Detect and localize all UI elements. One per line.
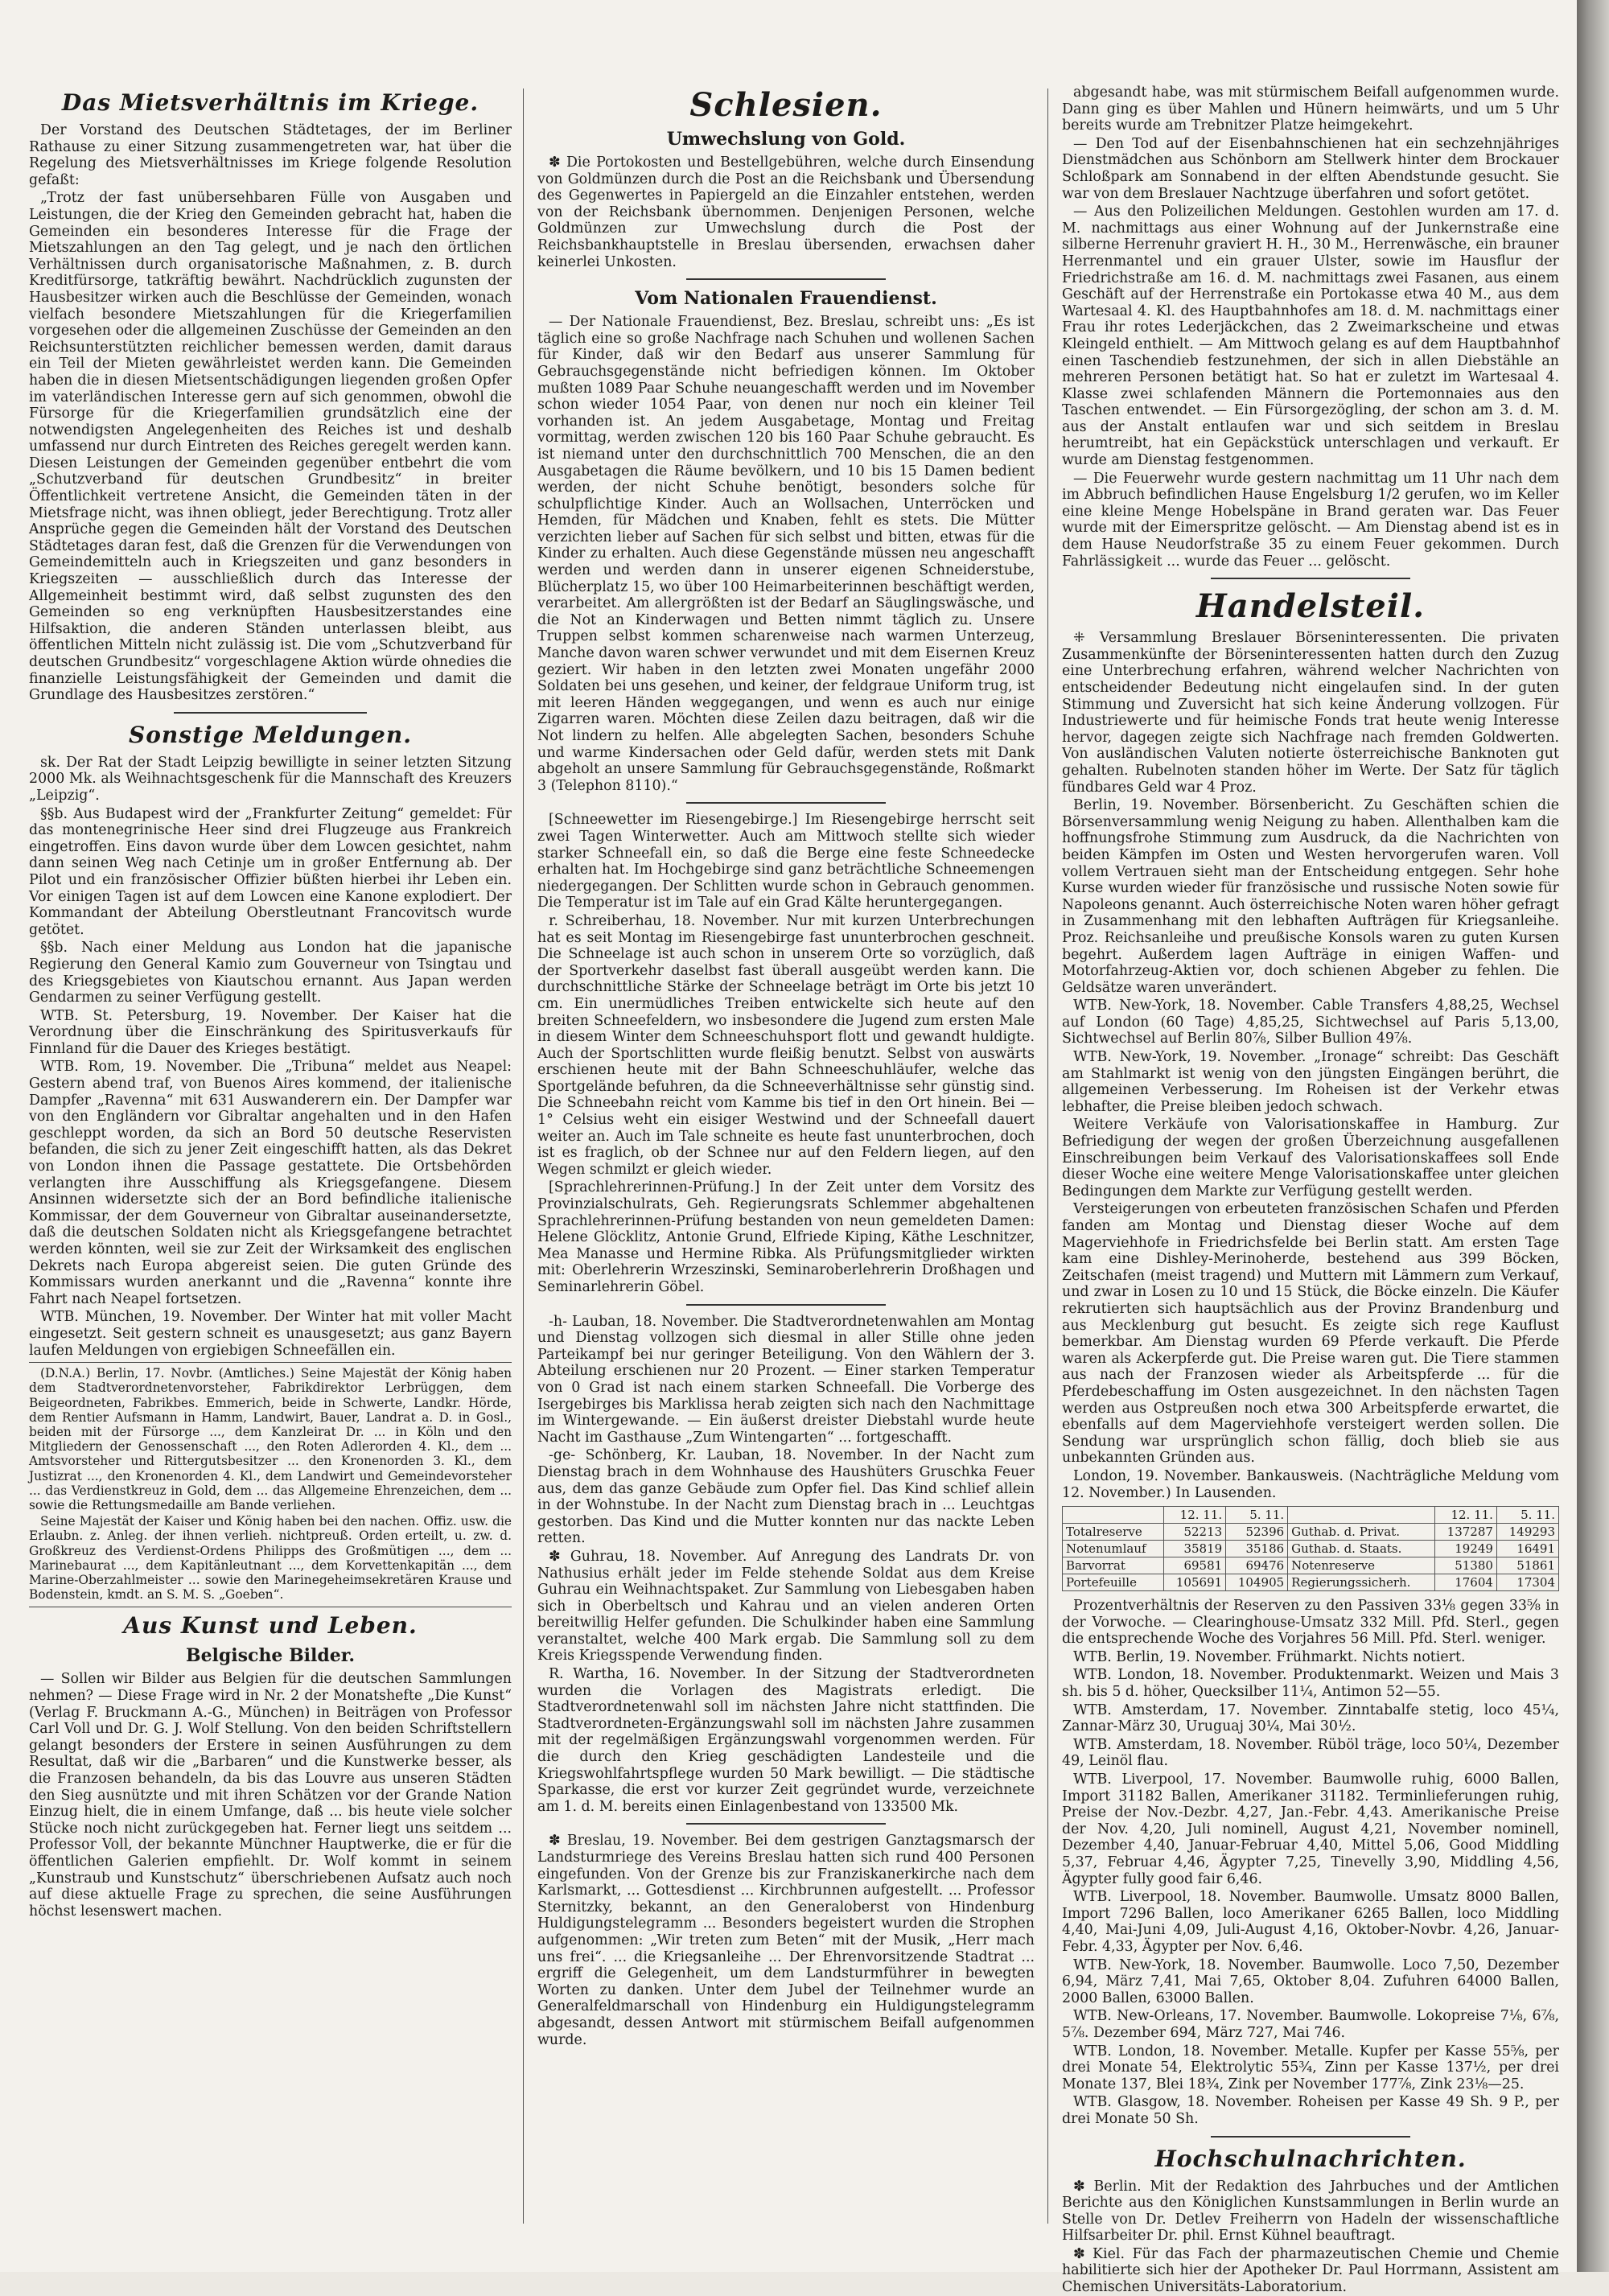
paragraph: WTB. New-York, 18. November. Cable Transfers 4,88,25, Wechsel auf London (60 Tage) 4,85,25, Sichtwechsel auf Paris 5,13,00, Sichtwechsel auf Berlin 80⅞, Silber Bullion 49⅞. [1062, 998, 1559, 1047]
paragraph: — Der Nationale Frauendienst, Bez. Breslau, schreibt uns: „Es ist täglich eine so große Nachfrage nach Schuhen und wollenen Sachen für Kinder, daß wir den Bedarf aus unserer Sammlung für Gebrauchsgegenstände nicht befriedigen können. Im Oktober mußten 1089 Paar Schuhe neuangeschafft werden und im November schon wieder 1054 Paar, von denen nur noch ein kleiner Teil vorhanden ist. An jedem Ausgabetage, Montag und Freitag vormittag, werden zwischen 120 bis 160 Paar Schuhe gebraucht. Es ist niemand unter den durchschnittlich 700 Menschen, die an den Ausgabetagen die Räume bevölkern, und 10 bis 15 Damen bedient werden, der nicht Schuhe benötigt, besonders solche für schulpflichtige Kinder. Auch an Wollsachen, Unterröcken und Hemden, für Mädchen und Knaben, fehlt es stets. Die Mütter verzichten lieber auf Sachen für sich selbst und bitten, etwas für die Kinder zu erhalten. Auch diese Gegenstände müssen neu angeschafft werden und werden dann in unserer eigenen Schneiderstube, Blücherplatz 15, wo über 100 Heimarbeiterinnen beschäftigt werden, verarbeitet. Am allergrößten ist der Bedarf an Säuglingswäsche, und die Not an Kinderwagen und Betten nimmt täglich zu. Unsere Truppen selbst kommen scharenweise nach warmen Unterzeug, Manche davon waren schwer verwundet und mit dem Eisernen Kreuz geziert. Wir haben in den letzten zwei Monaten ungefähr 2000 Soldaten bei uns gesehen, und keiner, der feldgraue Uniform trug, ist mit leeren Händen weggegangen, und wenn es auch nur einige Zigarren waren. Möchten diese Zeilen dazu beitragen, daß wir die Not lindern zu helfen. Alle abgelegten Sachen, besonders Schuhe und warme Kindersachen oder Geld dafür, werden stets mit Dank abgeholt an unsere Sammlung für Gebrauchsgegenstände, Roßmarkt 3 (Telephon 8110).“ [537, 314, 1035, 794]
paragraph: WTB. Berlin, 19. November. Frühmarkt. Nichts notiert. [1073, 1648, 1466, 1665]
paragraph: — Den Tod auf der Eisenbahnschienen hat ein sechzehnjähriges Dienstmädchen aus Schönborn am Stellwerk hinter dem Brockauer Schloßpark am Sonnabend in der elften Abendstunde gesucht. Sie war von dem Breslauer Nachtzuge überfahren und sofort getötet. [1062, 135, 1559, 202]
table-cell: 16491 [1496, 1541, 1558, 1557]
column-right [1062, 84, 1559, 2296]
paragraph: Seine Majestät der Kaiser und König haben bei den nachen. Offiz. usw. die Erlaubn. z. Anleg. der ihnen verlieh. nichtpreuß. Orden erteilt, u. zw. d. Großkreuz des Verdienst-Ordens Philipps des Großmütigen ..., dem ... Marinebaurat ..., dem Kapitänleutnant ..., dem Korvettenkapitän ..., dem Marine-Oberzahlmeister ... sowie den Marinegeheimsekretären Krause und Bodenstein, kmdt. an S. M. S. „Goeben“. [29, 1514, 512, 1603]
paragraph: WTB. Amsterdam, 17. November. Zinntabalfe stetig, loco 45¼, Zannar-März 30, Uruguaj 30¼, Mai 30½. [1062, 1701, 1559, 1735]
article-sonstige-meldungen [29, 755, 512, 1359]
paragraph: WTB. St. Petersburg, 19. November. Der Kaiser hat die Verordnung über die Einschränkung des Spiritusverkaufs für Finnland für die Dauer des Krieges bestätigt. [29, 1007, 512, 1057]
paragraph: WTB. New-York, 19. November. „Ironage“ schreibt: Das Geschäft am Stahlmarkt ist wenig von den jüngsten Eingängen berührt, die allgemeinen Verbesserung. Im Roheisen ist der Verkehr etwas lebhafter, die Preise bleiben jedoch schwach. [1062, 1049, 1559, 1115]
paragraph: -ge- Schönberg, Kr. Lauban, 18. November. In der Nacht zum Dienstag brach in dem Wohnhause des Haushüters Gruschka Feuer aus, dem das ganze Gebäude zum Opfer fiel. Das Kind schlief allein in der Wohnstube. In der Nacht zum Dienstag brach in ... Leuchtgas gestorben. Das Kind und die Mutter konnten nur das nackte Leben retten. [537, 1447, 1035, 1547]
heading-sonstige-meldungen: Sonstige Meldungen. [129, 721, 412, 748]
article-maerkte [1062, 1649, 1559, 2128]
table-cell: 12. 11. [1434, 1507, 1496, 1524]
paragraph: WTB. Liverpool, 18. November. Baumwolle. Umsatz 8000 Ballen, Import 7296 Ballen, loco Amerikaner 6265 Ballen, loco Middling 4,40, Mai-Juni 4,09, Juli-August 4,16, Oktober-Novbr. 4,26, Januar-Febr. 4,33, Ägypter per Nov. 6,46. [1062, 1889, 1559, 1955]
table-cell: 51380 [1434, 1557, 1496, 1574]
table-cell: Notenumlauf [1063, 1541, 1164, 1557]
subheading-frauendienst: Vom Nationalen Frauendienst. [635, 288, 937, 310]
paragraph: WTB. London, 18. November. Metalle. Kupfer per Kasse 55⅝, per drei Monate 54, Elektrolytic 55¾, Zinn per Kasse 137½, per drei Monate 137, Blei 18¾, Zink per November 177⅞, Zink 23⅛—25. [1062, 2043, 1559, 2092]
table-cell: 19249 [1434, 1541, 1496, 1557]
divider [686, 278, 885, 280]
table-cell: Portefeuille [1063, 1574, 1164, 1591]
table-cell: 105691 [1164, 1574, 1226, 1591]
paragraph: WTB. New-Orleans, 17. November. Baumwolle. Lokopreise 7⅛, 6⅞, 5⅞. Dezember 694, März 727, Mai 746. [1062, 2008, 1559, 2041]
article-kunst [29, 1671, 512, 1920]
paragraph: ✽ Die Portokosten und Bestellgebühren, welche durch Einsendung von Goldmünzen durch die Post an die Reichsbank und Übersendung des Gegenwertes in Papiergeld an die Einzahler entstehen, werden von der Reichsbank übernommen. Denjenigen Personen, welche Goldmünzen zur Umwechslung durch die Post der Reichsbankhauptstelle in Breslau übersenden, erwachsen daher keinerlei Unkosten. [537, 154, 1035, 270]
table-cell: 35819 [1164, 1541, 1226, 1557]
table-cell [1288, 1507, 1435, 1524]
paragraph: R. Wartha, 16. November. In der Sitzung der Stadtverordneten wurden die Vorlagen des Magistrats erledigt. Die Stadtverordnetenwahl soll im nächsten Jahre nicht stattfinden. Die Stadtverordneten-Ergänzungswahl soll im nächsten Jahre zusammen mit der regelmäßigen Ergänzungswahl vorgenommen werden. Für die durch den Krieg geschädigten Landesteile und die Kriegswohlfahrtspflege wurden 50 Mark bewilligt. — Die städtische Sparkasse, die erst vor kurzer Zeit gegründet wurde, verzeichnete am 1. d. M. bereits einen Einlagenbestand von 133500 Mk. [537, 1666, 1035, 1815]
column-rule [523, 88, 524, 2224]
paragraph: [Sprachlehrerinnen-Prüfung.] In der Zeit unter dem Vorsitz des Provinzialschulrats, Geh. Regierungsrats Schlemmer abgehaltenen Sprachlehrerinnen-Prüfung bestanden von neun gemeldeten Damen: Helene Glöcklitz, Antonie Grund, Elfriede Kiping, Käthe Leschnitzer, Mea Manasse und Hermine Ribka. Als Prüfungsmitglieder wirkten mit: Oberlehrerin Wrzeszinski, Seminaroberlehrerin Droßhagen und Seminarlehrerin Göbel. [537, 1179, 1035, 1295]
paragraph: Der Vorstand des Deutschen Städtetages, der im Berliner Rathause zu einer Sitzung zusammengetreten war, hat über die Regelung des Mietsverhältnisses im Kriege folgende Resolution gefaßt: [29, 122, 512, 188]
paragraph: ✽ Berlin. Mit der Redaktion des Jahrbuches und der Amtlichen Berichte aus den Königlichen Kunstsammlungen in Berlin wurde an Stelle von Dr. Detlev Freiherrn von Hadeln der wissenschaftliche Hilfsarbeiter Dr. phil. Ernst Kühnel beauftragt. [1062, 2178, 1559, 2245]
paragraph: WTB. Amsterdam, 18. November. Rüböl träge, loco 50¼, Dezember 49, Leinöl flau. [1062, 1736, 1559, 1770]
paragraph: WTB. Glasgow, 18. November. Roheisen per Kasse 49 Sh. 9 P., per drei Monate 50 Sh. [1062, 2094, 1559, 2127]
paragraph: abgesandt habe, was mit stürmischem Beifall aufgenommen wurde. Dann ging es über Mahlen und Hünern heimwärts, und um 5 Uhr bereits wurde am Trebnitzer Platze heimgekehrt. [1062, 84, 1559, 134]
bank-intro: London, 19. November. Bankausweis. (Nachträgliche Meldung vom 12. November.) In Lausenden. [1062, 1467, 1559, 1501]
paragraph: — Die Feuerwehr wurde gestern nachmittag um 11 Uhr nach dem im Abbruch befindlichen Hause Engelsburg 1/2 gerufen, wo im Keller eine kleine Menge Hobelspäne in Brand geraten war. Das Feuer wurde mit der Eimerspritze gelöscht. — Am Dienstag abend ist es in dem Hause Neudorfstraße 35 zu einem Feuer gekommen. Durch Fahrlässigkeit ... wurde das Feuer ... gelöscht. [1062, 470, 1559, 570]
table-row [1063, 1557, 1559, 1574]
paragraph: WTB. London, 18. November. Produktenmarkt. Weizen und Mais 3 sh. bis 5 d. höher, Quecksilber 11¼, Antimon 52—55. [1062, 1667, 1559, 1701]
paragraph: — Sollen wir Bilder aus Belgien für die deutschen Sammlungen nehmen? — Diese Frage wird in Nr. 2 der Monatshefte „Die Kunst“ (Verlag F. Bruckmann A.-G., München) in Beiträgen von Professor Carl Voll und Dr. G. J. Wolf Stellung. Von den beiden Schriftstellern gelangt besonders der Erstere in seinen Ausführungen zu dem Resultat, daß wir die „Barbaren“ und die Kunstwerke besser, als die Franzosen behandeln, da bis das Louvre aus unseren Städten den Sieg ausnützte und mit ihren Schätzen vor der Grande Nation Einzug hielt, die in einem Umfange, daß ... bis heute viele solcher Stücke noch nicht zurückgegeben hat. Ferner liegt uns seitdem ... Professor Voll, der bekannte Münchner Hauptwerke, die er für die öffentlichen Galerien empfiehlt. Dr. Wolf kommt in seinem „Kunstraub und Kunstschutz“ überschriebenen Aufsatz auch noch auf diese aktuelle Frage zu sprechen, die seine Ausführungen höchst lesenswert machen. [29, 1671, 512, 1920]
table-cell: 137287 [1434, 1524, 1496, 1541]
table-cell: 17304 [1496, 1574, 1558, 1591]
paragraph: [Schneewetter im Riesengebirge.] Im Riesengebirge herrscht seit zwei Tagen Winterwetter. Auch am Mittwoch stellte sich wieder starker Schneefall ein, so daß die Berge eine feste Schneedecke erhalten hat. Im Hochgebirge sind ganz beträchtliche Schneemengen niedergegangen. Der Schlitten wurde schon in Gebrauch genommen. Die Temperatur ist im Tale auf ein Grad Kälte heruntergegangen. [537, 812, 1035, 911]
table-cell: Regierungssicherh. [1288, 1574, 1435, 1591]
column-middle [537, 84, 1035, 2240]
paragraph: Prozentverhältnis der Reserven zu den Passiven 33⅛ gegen 33⅝ in der Vorwoche. — Clearinghouse-Umsatz 332 Mill. Pfd. Sterl., gegen die entsprechende Woche des Vorjahres 56 Mill. Pfd. Sterl. weniger. [1062, 1598, 1559, 1648]
table-cell: 69581 [1164, 1557, 1226, 1574]
heading-handelsteil: Handelsteil. [1195, 587, 1426, 626]
divider [174, 712, 367, 714]
table-cell: 17604 [1434, 1574, 1496, 1591]
paragraph: Berlin, 19. November. Börsenbericht. Zu Geschäften schien die Börsenversammlung wenig Neigung zu haben. Allenthalben kam die hoffnungsfrohe Stimmung zum Ausdruck, da die Nachrichten von beiden Kämpfen im Osten und Westen hervorgerufen waren. Voll vollem Vertrauen sieht man der Entscheidung entgegen. Sehr hohe Kurse wurden wieder für französische und russische Noten sowie für Napoleons genannt. Auch österreichische Noten waren höher gefragt in Zusammenhang mit den lebhaften Aufträgen für Kriegsanleihe. Proz. Reichsanleihe und preußische Konsols waren zu guten Kursen begehrt. Außerdem lagen Aufträge in einigen Waffen- und Motorfahrzeug-Aktien vor, doch schienen Abgeber zu fehlen. Die Geldsätze waren unverändert. [1062, 797, 1559, 996]
table-cell: Notenreserve [1288, 1557, 1435, 1574]
table-cell: 35186 [1226, 1541, 1288, 1557]
table-cell: 149293 [1496, 1524, 1558, 1541]
paragraph: sk. Der Rat der Stadt Leipzig bewilligte in seiner letzten Sitzung 2000 Mk. als Weihnachtsgeschenk für die Mannschaft des Kreuzers „Leipzig“. [29, 754, 512, 804]
page-edge-shadow [1577, 0, 1609, 2272]
article-riesengebirge [537, 812, 1035, 1295]
heading-kunst-und-leben: Aus Kunst und Leben. [123, 1612, 418, 1640]
heading-mietsverhaeltnis: Das Mietsverhältnis im Kriege. [61, 89, 479, 116]
subheading-belgische-bilder: Belgische Bilder. [185, 1645, 356, 1667]
article-handel [1062, 630, 1559, 1467]
table-cell: Barvorrat [1063, 1557, 1164, 1574]
article-lokales [1062, 84, 1559, 570]
paragraph: r. Schreiberhau, 18. November. Nur mit kurzen Unterbrechungen hat es seit Montag im Riesengebirge fast ununterbrochen geschneit. Die Schneelage ist auch schon in unserem Orte so vorzüglich, daß der Sportverkehr daselbst fast überall ausgeübt werden kann. Die durchschnittliche Stärke der Schneelage beträgt im Orte bis jetzt 10 cm. Ein unermüdliches Treiben entwickelte sich heute auf den breiten Schneefeldern, wo insbesondere die Jugend zum ersten Male in diesem Winter dem Schneeschuhsport flott und gewandt huldigte. Auch der Sportschlitten wurde fleißig benutzt. Selbst von auswärts erschienen heute mit der Bahn Schneeschuhläufer, welche das Sportgelände befuhren, da die Schneeverhältnisse sehr günstig sind. Die Schneebahn reicht vom Kamme bis tief in den Ort hinein. Bei — 1° Celsius weht ein eisiger Westwind und der Schneefall dauert weiter an. Auch im Tale schneite es heute fast ununterbrochen, doch ist es fraglich, ob der Schnee nur auf den Feldern liegen, auf den Wegen schmilzt er gleich wieder. [537, 912, 1035, 1178]
table-cell: 5. 11. [1496, 1507, 1558, 1524]
divider [1211, 2136, 1409, 2138]
paragraph: §§b. Aus Budapest wird der „Frankfurter Zeitung“ gemeldet: Für das montenegrinische Heer sind drei Flugzeuge aus Frankreich eingetroffen. Eins davon wurde über dem Lowcen gesichtet, nahm dann seinen Weg nach Cetinje um in großer Entfernung ab. Der Pilot und ein französischer Offizier büßten hierbei ihr Leben ein. Vor einigen Tagen ist auf dem Lowcen eine Kanone explodiert. Der Kommandant der Abteilung Oberstleutnant Francovitsch wurde getötet. [29, 805, 512, 938]
paragraph: ✽ Breslau, 19. November. Bei dem gestrigen Ganztagsmarsch der Landsturmriege des Vereins Breslau hatten sich rund 400 Personen eingefunden. Von der Grenze bis zur Franziskanerkirche nach dem Karlsmarkt, ... Gottesdienst ... Kirchbrunnen aufgestellt. ... Professor Sternitzky, bekannt, an den Generaloberst von Hindenburg Huldigungstelegramm ... Besonders begeistert wurden die Strophen aufgenommen: „Wir treten zum Beten“ mit der Musik, „Herr mach uns frei“. ... die Kriegsanleihe ... Der Ehrenvorsitzende Stadtrat ... ergriff die Gelegenheit, um dem Landsturmführer in bewegten Worten zu danken. Unter dem Jubel der Teilnehmer wurde an Generalfeldmarschall von Hindenburg ein Huldigungstelegramm abgesandt, dessen Antwort mit stürmischem Beifall aufgenommen wurde. [537, 1833, 1035, 2048]
table-cell: Guthab. d. Privat. [1288, 1524, 1435, 1541]
paragraph: §§b. Nach einer Meldung aus London hat die japanische Regierung den General Kamio zum Gouverneur von Tsingtau und des Kriegsgebietes von Kiautschou ernannt. Aus Japan werden Gendarmen zu seiner Verfügung gestellt. [29, 940, 512, 1006]
paragraph: — Aus den Polizeilichen Meldungen. Gestohlen wurden am 17. d. M. nachmittags aus einer Wohnung auf der Junkernstraße eine silberne Herrenuhr graviert H. H., 30 M., Herrenwäsche, ein brauner Herrenmantel und ein grauer Ulster, sowie im Hausflur der Friedrichstraße am 16. d. M. nachmittags zwei Fasanen, aus einem Geschäft auf der Herrenstraße ein Portokasse etwa 40 M., aus dem Wartesaal 4. Kl. des Hauptbahnhofes am 18. d. M. nachmittags einer Frau ihr rotes Lederjäckchen, das 2 Zweimarkscheine und etwas Kleingeld enthielt. — Am Mittwoch gelang es auf dem Hauptbahnhof einen Taschendieb festzunehmen, der sich in allen Diebstähle an mehreren Personen betätigt hat. So hat er zuletzt im Wartesaal 4. Klasse zwei schlafenden Männern die Portemonnaies aus den Taschen entwendet. — Ein Fürsorgezögling, der schon am 3. d. M. aus der Anstalt entlaufen war und sich seitdem in Breslau herumtreibt, hat ein Gepäckstück unterschlagen und verkauft. Er wurde am Dienstag festgenommen. [1062, 204, 1559, 469]
paragraph: (D.N.A.) Berlin, 17. Novbr. (Amtliches.) Seine Majestät der König haben dem Stadtverordnetenvorsteher, Fabrikdirektor Lerbrüggen, dem Beigeordneten, Fabrikbes. Emmerich, beide in Schwerte, Landkr. Hörde, dem Rentier Aufsmann in Hamm, Landwirt, Bauer, Landrat a. D. in Gosl., beiden mit der Fürsorge ..., dem Kanzleirat Dr. ... in Köln und den Mitgliedern der Genossenschaft ..., den Roten Adlerorden 4. Kl., dem ... Amtsvorsteher und Rittergutsbesitzer ... den Kronenorden 3. Kl., dem Justizrat ..., den Kronenorden 4. Kl., dem Landwirt und Gemeindevorsteher ... das Verdienstkreuz in Gold, dem ... das Allgemeine Ehrenzeichen, dem ... sowie die Rettungsmedaille am Bande verliehen. [29, 1366, 512, 1512]
table-cell: 5. 11. [1226, 1507, 1288, 1524]
divider [1211, 578, 1409, 579]
article-mietsverhaeltnis [29, 122, 512, 704]
paragraph: WTB. Rom, 19. November. Die „Tribuna“ meldet aus Neapel: Gestern abend traf, von Buenos Aires kommend, der italienische Dampfer „Ravenna“ mit 631 Auswanderern ein. Der Dampfer war von den Engländern vor Gibraltar angehalten und in den Hafen geschleppt worden, da sich an Bord 50 deutsche Reservisten befanden, die sich zu jener Zeit eingeschifft hatten, als das Dekret von London ihnen die Passage gestattete. Die Ortsbehörden verlangten ihre Ausschiffung als Kriegsgefangene. Diesem Ansinnen widersetzte sich der an Bord befindliche italienische Kommissar, der dem Gouverneur von Gibraltar auseinandersetzte, daß die deutschen Soldaten nicht als Kriegsgefangene betrachtet werden könnten, weil sie zur Zeit der Wirksamkeit des englischen Dekrets nach Europa abgereist seien. Die guten Gründe des Kommissars wurden anerkannt und die „Ravenna“ konnte ihre Fahrt nach Neapel fortsetzen. [29, 1059, 512, 1307]
paragraph: ✽ Kiel. Für das Fach der pharmazeutischen Chemie und Chemie habilitierte sich hier der Apotheker Dr. Paul Horrmann, Assistent am Chemischen Universitäts-Laboratorium. [1062, 2245, 1559, 2296]
table-cell: 51861 [1496, 1557, 1558, 1574]
paragraph: Versteigerungen von erbeuteten französischen Schafen und Pferden fanden am Montag und Dienstag dieser Woche auf dem Magerviehhofe in Friedrichsfelde bei Berlin statt. Am ersten Tage kam eine Dishley-Merinoherde, bestehend aus 399 Böcken, Zeitschafen (meist tragend) und Muttern mit Lämmern zum Verkauf, und zwar in Losen zu 10 und 15 Stück, die Böcke einzeln. Die Käufer rekrutierten sich hauptsächlich aus der Provinz Brandenburg und aus Mecklenburg gut besucht. Es zeigte sich rege Kauflust bemerkbar. Am Dienstag wurden 69 Pferde verkauft. Die Pferde waren als Ackerpferde gut. Die Preise waren gut. Die Tiere stammen aus nach der Franzosen wieder als Arbeitspferde ... für die Pferdebeschaffung im Osten ausgezeichnet. In den nächsten Tagen werden aus Ostpreußen noch etwa 300 Arbeitspferde erwartet, die ebenfalls auf dem Magerviehhofe versteigert werden sollen. Die Sendung war ursprünglich schon fällig, doch blieb sie aus unbekannten Gründen aus. [1062, 1201, 1559, 1467]
paragraph: Weitere Verkäufe von Valorisationskaffee in Hamburg. Zur Befriedigung der wegen der großen Überzeichnung ausgefallenen Einschreibungen beim Verkauf des Valorisationskaffees soll Ende dieser Woche eine weitere Menge Valorisationskaffee unter gleichen Bedingungen dem Markte zur Verfügung gestellt werden. [1062, 1117, 1559, 1199]
table-row [1063, 1524, 1559, 1541]
table-cell: 104905 [1226, 1574, 1288, 1591]
paragraph: WTB. Liverpool, 17. November. Baumwolle ruhig, 6000 Ballen, Import 31182 Ballen, Amerikaner 31182. Terminlieferungen ruhig, Preise der Nov.-Dezbr. 4,27, Jan.-Febr. 4,43. Amerikanische Preise der Nov. 4,20, Juli nominell, August 4,21, November nominell, Dezember 4,40, Januar-Februar 4,40, Mittel 5,06, Good Middling 5,37, Februar 4,46, Ägypter 7,25, Tinevelly 3,90, Middling 4,56, Ägypter fully good fair 6,46. [1062, 1771, 1559, 1887]
table-row [1063, 1574, 1559, 1591]
paragraph: WTB. München, 19. November. Der Winter hat mit voller Macht eingesetzt. Seit gestern schneit es unausgesetzt; aus ganz Bayern laufen Meldungen von ergiebigen Schneefällen ein. [29, 1309, 512, 1359]
divider [686, 1304, 885, 1306]
table-cell: 52213 [1164, 1524, 1226, 1541]
table-cell: Totalreserve [1063, 1524, 1164, 1541]
article-ordensverleihungen [29, 1362, 512, 1607]
column-rule [1047, 88, 1048, 2224]
paragraph: ✽ Guhrau, 18. November. Auf Anregung des Landrats Dr. von Nathusius erhält jeder im Felde stehende Soldat aus dem Kreise Guhrau ein Weihnachtspaket. Zur Sammlung von Liebesgaben haben sich in Oberbeltsch und Kahrau und an vielen anderen Orten bereitwillig Helfer gefunden. Die Schulkinder haben eine Sammlung veranstaltet, welche 400 Mark ergab. Die Sammlung soll zu dem Kreis Kriegsspende Verwendung finden. [537, 1548, 1035, 1664]
column-left [29, 84, 512, 2240]
table-header-row [1063, 1507, 1559, 1524]
heading-hochschulnachrichten: Hochschulnachrichten. [1154, 2145, 1467, 2172]
paragraph: -h- Lauban, 18. November. Die Stadtverordnetenwahlen am Montag und Dienstag vollzogen sich diesmal in aller Stille ohne jeden Parteikampf bei nur geringer Beteiligung. Von den Wählern der 3. Abteilung erschienen nur 20 Prozent. — Einer starken Temperatur von 0 Grad ist nach einem starken Schneefall. Die Vorberge des Isergebirges bis Marklissa herab zeigten sich nach den Nachmittage im Wintergewande. — Ein äußerst dreister Diebstahl wurde heute Nacht im Gasthause „Zum Wintengarten“ ... fortgeschafft. [537, 1313, 1035, 1446]
paragraph: „Trotz der fast unübersehbaren Fülle von Ausgaben und Leistungen, die der Krieg den Gemeinden gebracht hat, haben die Gemeinden ein besonderes Interesse für die Frage der Mietszahlungen an den Tag gelegt, und je nach den örtlichen Verhältnissen durch organisatorische Maßnahmen, z. B. durch Kreditfürsorge, tatkräftig bewährt. Nachdrücklich zugunsten der Hausbesitzer wirken auch die Beschlüsse der Gemeinden, wonach vielfach besondere Mietszahlungen für die Kriegerfamilien vorgesehen oder die allgemeinen Zuschüsse der Gemeinden an den Reichsunterstützten reichlicher bemessen werden, damit daraus ein Teil der Mieten gewährleistet werden kann. Die Gemeinden haben die in diesen Mietsentschädigungen liegenden großen Opfer im vaterländischen Interesse gern auf sich genommen, obwohl die Fürsorge für die Kriegerfamilien grundsätzlich eine der notwendigsten Angelegenheiten des Reiches ist und deshalb umfassend nur durch Eintreten des Reiches geregelt werden kann. Diesen Leistungen der Gemeinden gegenüber entbehrt die vom „Schutzverband für deutschen Grundbesitz“ in breiter Öffentlichkeit vertretene Ansicht, die Gemeinden täten in der Mietsfrage nicht, was ihnen obliegt, jeder Berechtigung. Trotz aller Ansprüche gegen die Gemeinden hält der Vorstand des Deutschen Städtetages daran fest, daß die Grenzen für die Verwendungen von Gemeindemitteln auch in Kriegszeiten und ganz besonders in Kriegszeiten — ausschließlich durch das Interesse der Allgemeinheit bestimmt wird, daß selbst zugunsten des den Gemeinden so eng verknüpften Hausbesitzerstandes eine Hilfsaktion, die anderen Ständen unterlassen bleibt, aus öffentlichen Mitteln nicht zulässig ist. Die vom „Schutzverband für deutschen Grundbesitz“ vorgeschlagene Aktion würde ohnedies die finanzielle Leistungsfähigkeit der Gemeinden und damit die Grundlage des Hausbesitzes zerstören.“ [29, 190, 512, 704]
table-cell: Guthab. d. Staats. [1288, 1541, 1435, 1557]
paragraph: ⁜ Versammlung Breslauer Börseninteressenten. Die privaten Zusammenkünfte der Börseninteressenten hatten durch den Zuzug eine Unterbrechung erfahren, während welcher Nachrichten von entscheidender Bedeutung nicht eingelaufen sind. In der guten Stimmung und Zuversicht hat sich keine Änderung vollzogen. Für Industriewerte und für heimische Fonds trat heute wenig Interesse hervor, dagegen zeigte sich Nachfrage nach fremden Goldwerten. Von ausländischen Valuten notierte österreichische Banknoten gut gehalten. Rubelnoten standen höher im Werte. Der Satz für täglich fündbares Geld war 4 Proz. [1062, 630, 1559, 796]
article-provinz [537, 1314, 1035, 1816]
table-cell: 52396 [1226, 1524, 1288, 1541]
table-row [1063, 1541, 1559, 1557]
divider [686, 802, 885, 804]
divider [686, 1823, 885, 1825]
table-cell: 12. 11. [1164, 1507, 1226, 1524]
paragraph: WTB. New-York, 18. November. Baumwolle. Loco 7,50, Dezember 6,94, März 7,41, Mai 7,65, Oktober 8,04. Zufuhren 64000 Ballen, 2000 Ballen, 63000 Ballen. [1062, 1957, 1559, 2006]
subheading-umwechslung-gold: Umwechslung von Gold. [666, 129, 906, 150]
bank-table [1062, 1506, 1559, 1591]
table-cell [1063, 1507, 1164, 1524]
table-cell: 69476 [1226, 1557, 1288, 1574]
heading-schlesien: Schlesien. [689, 86, 883, 124]
